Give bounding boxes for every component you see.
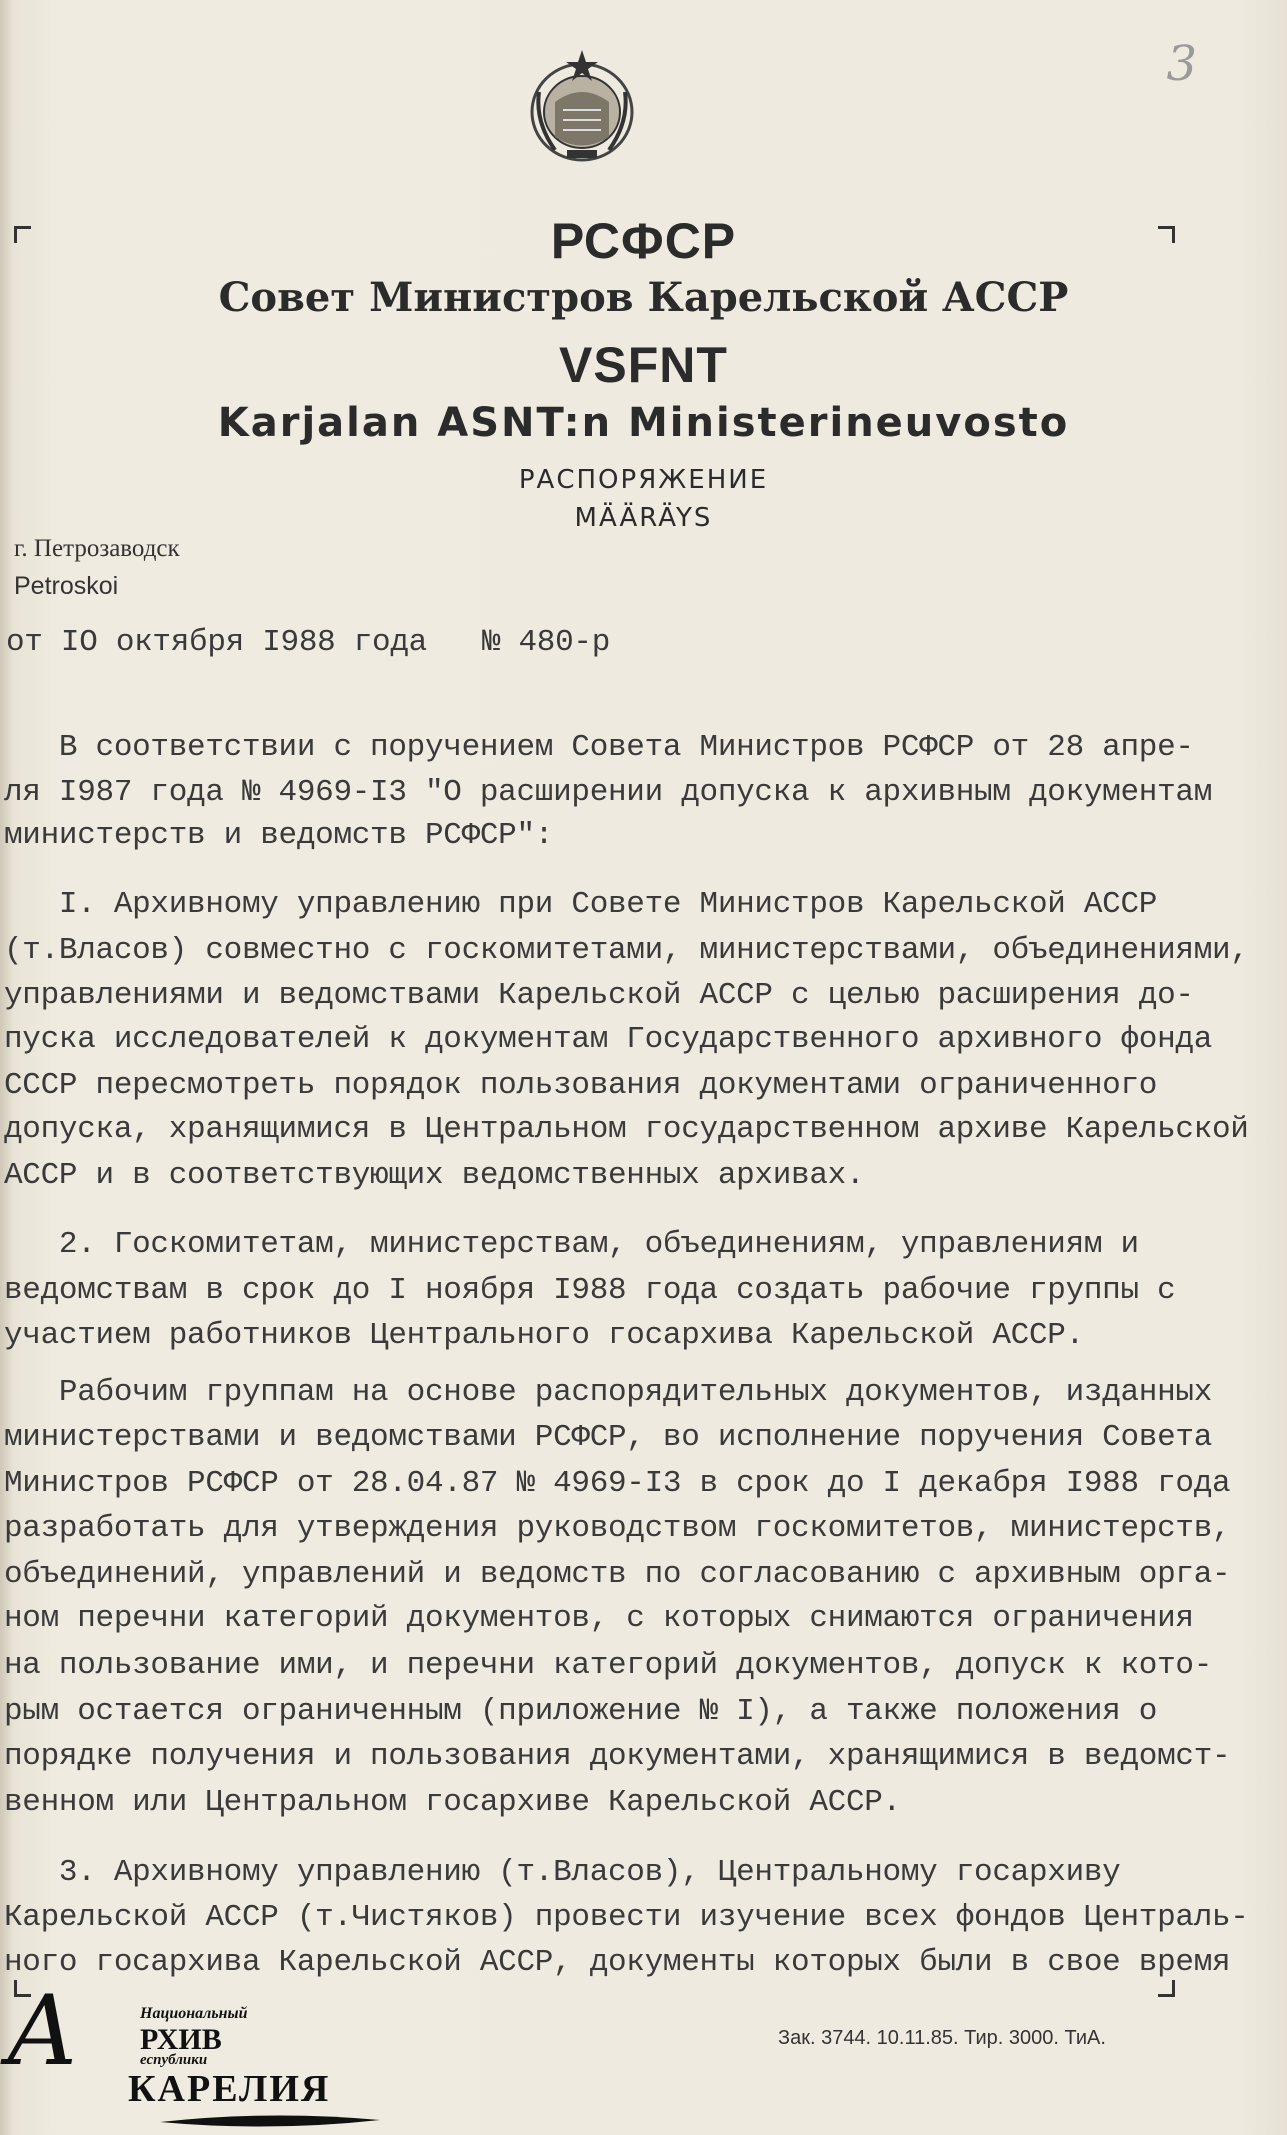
body-line: Министров РСФСР от 28.04.87 № 4969-I3 в срок до I декабря I988 года (4, 1466, 1231, 1501)
logo-line-4: КАРЕЛИЯ (128, 2068, 331, 2110)
body-line: ля I987 года № 4969-I3 "О расширении допуска к архивным документам (4, 775, 1213, 810)
quill-icon (160, 2110, 380, 2130)
body-line: (т.Власов) совместно с госкомитетами, министерствами, объединениями, (4, 933, 1249, 968)
body-line: министерствами и ведомствами РСФСР, во исполнение поручения Совета (4, 1420, 1213, 1455)
body-line: пуска исследователей к документам Государственного архивного фонда (4, 1022, 1213, 1057)
logo-line-1: Национальный (140, 2005, 248, 2022)
header-order-ru: РАСПОРЯЖЕНИЕ (518, 465, 769, 495)
place-fi: Petroskoi (14, 572, 119, 600)
page-number: 3 (1166, 36, 1197, 92)
print-info: Зак. 3744. 10.11.85. Тир. 3000. ТиА. (778, 2027, 1106, 2049)
body-line: I. Архивному управлению при Совете Министров Карельской АССР (4, 887, 1158, 922)
header-vsfnt: VSFNT (559, 337, 728, 393)
body-line: 2. Госкомитетам, министерствам, объединениям, управлениям и (4, 1227, 1139, 1262)
body-line: порядке получения и пользования документами, хранящимися в ведомст- (4, 1739, 1231, 1774)
body-line: управлениями и ведомствами Карельской АССР с целью расширения до- (4, 978, 1194, 1013)
place-ru: г. Петрозаводск (14, 535, 180, 562)
body-line: министерств и ведомств РСФСР": (4, 818, 554, 853)
body-line: разработать для утверждения руководством госкомитетов, министерств, (4, 1511, 1231, 1546)
body-line: В соответствии с поручением Совета Министров РСФСР от 28 апре- (4, 730, 1194, 765)
body-line: СССР пересмотреть порядок пользования документами ограниченного (4, 1068, 1158, 1103)
body-line: ном перечни категорий документов, с которых снимаются ограничения (4, 1601, 1194, 1636)
logo-line-3: еспублики (140, 2052, 208, 2068)
body-line: Карельской АССР (т.Чистяков) провести изучение всех фондов Централь- (4, 1900, 1249, 1935)
body-line: 3. Архивному управлению (т.Власов), Центральному госархиву (4, 1855, 1121, 1890)
body-line: участием работников Центрального госархива Карельской АССР. (4, 1318, 1084, 1353)
header-council-ru: Совет Министров Карельской АССР (218, 274, 1069, 321)
header-rsfsr: РСФСР (550, 213, 737, 269)
body-line: венном или Центральном госархиве Карельской АССР. (4, 1785, 901, 1820)
body-line: ведомствам в срок до I ноября I988 года создать рабочие группы с (4, 1273, 1176, 1308)
body-line: Рабочим группам на основе распорядительных документов, изданных (4, 1375, 1213, 1410)
archive-logo (0, 1975, 380, 2135)
logo-letter: А (6, 1975, 79, 2087)
body-line: допуска, хранящимися в Центральном государственном архиве Карельской (4, 1112, 1249, 1147)
body-line: ного госархива Карельской АССР, документы которых были в свое время (4, 1945, 1231, 1980)
logo-line-2: РХИВ (140, 2023, 222, 2056)
corner-mark-bottom-right (1158, 1980, 1175, 1997)
body-line: на пользование ими, и перечни категорий документов, допуск к кото- (4, 1648, 1213, 1683)
body-line: объединений, управлений и ведомств по согласованию с архивным орга- (4, 1557, 1231, 1592)
body-line: рым остается ограниченным (приложение № I), а также положения о (4, 1694, 1158, 1729)
header-order-fi: MÄÄRÄYS (574, 503, 713, 533)
date-line: от IO октября I988 года № 480-р (6, 625, 611, 660)
header-council-fi: Karjalan ASNT:n Ministerineuvosto (217, 400, 1070, 446)
body-line: АССР и в соответствующих ведомственных архивах. (4, 1158, 865, 1193)
